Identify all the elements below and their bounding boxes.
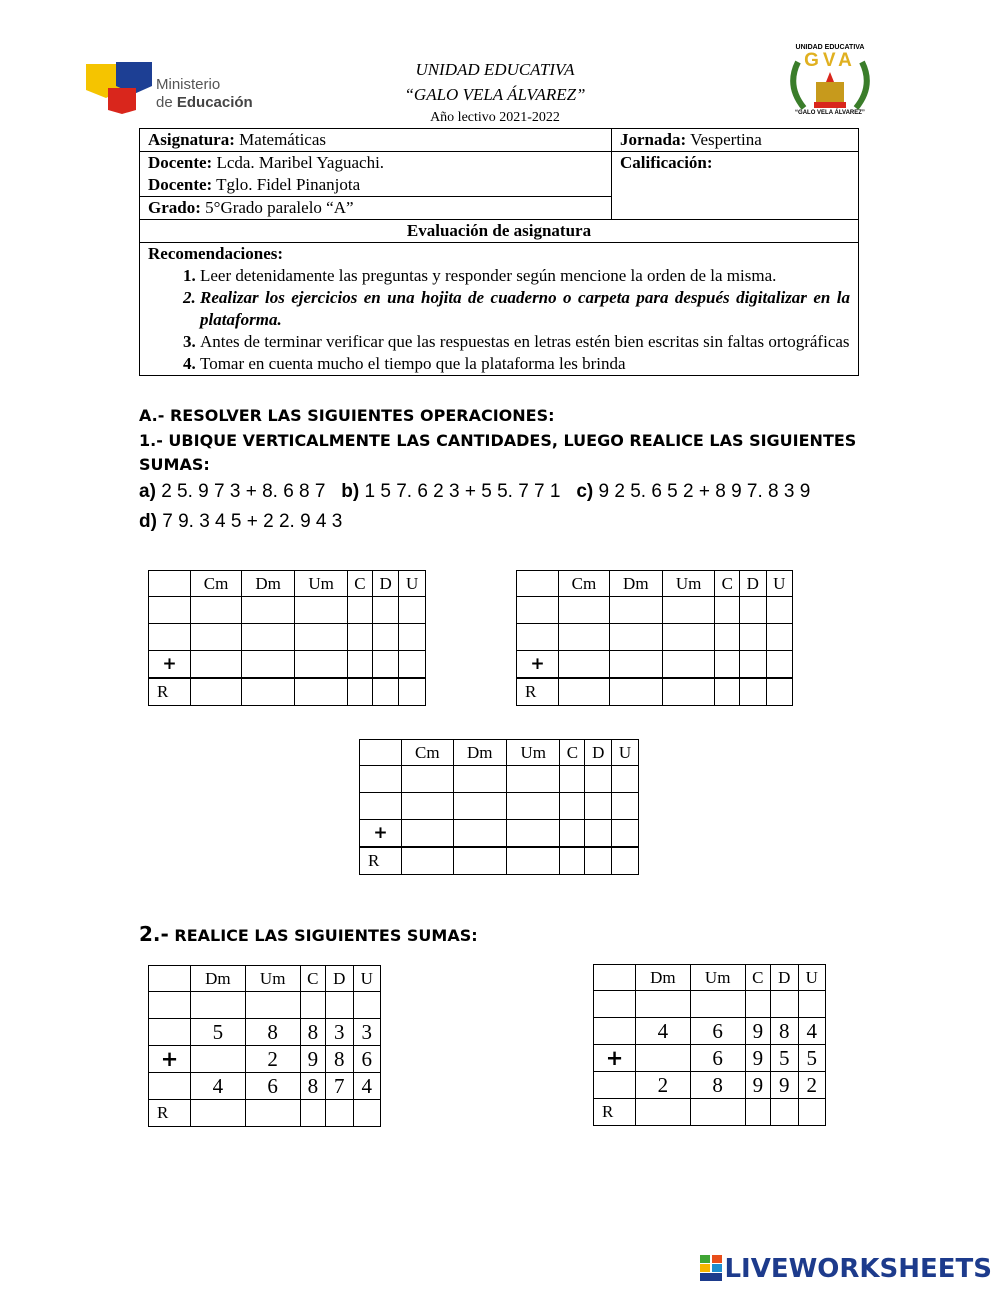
result-cell[interactable] — [636, 1099, 691, 1126]
input-cell[interactable] — [295, 651, 348, 679]
op-c-label: c) — [576, 481, 594, 502]
input-cell[interactable] — [560, 793, 585, 820]
input-cell[interactable] — [612, 766, 639, 793]
row-label — [594, 1072, 636, 1099]
digit-cell: 7 — [326, 1073, 353, 1100]
input-cell[interactable] — [612, 820, 639, 848]
input-cell[interactable] — [295, 624, 348, 651]
input-cell[interactable] — [191, 651, 242, 679]
col-header-u: U — [353, 966, 380, 992]
digit-cell: 5 — [798, 1045, 825, 1072]
subject-cell — [140, 129, 612, 152]
op-a-label: a) — [139, 481, 156, 502]
col-header-dm: Dm — [242, 571, 295, 597]
input-cell[interactable] — [402, 766, 454, 793]
digit-cell: 9 — [745, 1072, 771, 1099]
row-label — [149, 624, 191, 651]
plus-sign: + — [360, 820, 402, 848]
subject-label: Asignatura: — [148, 130, 235, 149]
col-header-um: Um — [245, 966, 300, 992]
result-cell[interactable] — [771, 1099, 798, 1126]
sum-grid-3 — [359, 739, 639, 875]
col-header-d: D — [740, 571, 766, 597]
col-header-dm: Dm — [191, 966, 246, 992]
digit-cell: 5 — [771, 1045, 798, 1072]
input-cell[interactable] — [715, 597, 740, 624]
result-cell[interactable] — [453, 847, 506, 875]
input-cell[interactable] — [766, 597, 793, 624]
grid-corner — [149, 966, 191, 992]
input-cell[interactable] — [372, 624, 399, 651]
input-cell[interactable] — [295, 597, 348, 624]
result-cell[interactable] — [560, 847, 585, 875]
input-cell[interactable] — [402, 820, 454, 848]
ministry-logo — [86, 58, 266, 118]
input-cell[interactable] — [585, 820, 612, 848]
grade-score-cell[interactable] — [612, 152, 859, 220]
input-cell[interactable] — [326, 992, 353, 1019]
input-cell[interactable] — [399, 651, 426, 679]
col-header-d: D — [372, 571, 399, 597]
result-cell[interactable] — [353, 1100, 380, 1127]
digit-cell: 6 — [690, 1045, 745, 1072]
row-label — [594, 991, 636, 1018]
plus-sign: + — [149, 651, 191, 679]
input-cell[interactable] — [353, 992, 380, 1019]
input-cell[interactable] — [560, 766, 585, 793]
row-label — [360, 766, 402, 793]
input-cell[interactable] — [559, 597, 610, 624]
digit-cell: 9 — [771, 1072, 798, 1099]
input-cell[interactable] — [399, 597, 426, 624]
subject-value: Matemáticas — [234, 130, 327, 149]
digit-cell: 9 — [300, 1046, 326, 1073]
input-cell[interactable] — [300, 992, 326, 1019]
input-cell[interactable] — [662, 597, 715, 624]
recommendation-1: 1. Leer detenidamente las preguntas y responder según mencione la orden de la misma. — [200, 265, 850, 287]
row-label — [149, 597, 191, 624]
input-cell[interactable] — [453, 793, 506, 820]
col-header-u: U — [399, 571, 426, 597]
crest-letters: GVA — [804, 50, 856, 71]
digit-cell: 9 — [745, 1045, 771, 1072]
question-2-text: REALICE LAS SIGUIENTES SUMAS: — [168, 926, 478, 945]
col-header-d: D — [771, 965, 798, 991]
result-cell[interactable] — [662, 678, 715, 706]
input-cell[interactable] — [609, 597, 662, 624]
digit-cell: 2 — [636, 1072, 691, 1099]
result-label: R — [594, 1099, 636, 1126]
ministry-name-line2 — [156, 94, 253, 111]
digit-cell: 3 — [326, 1019, 353, 1046]
digit-cell: 2 — [798, 1072, 825, 1099]
digit-cell: 5 — [191, 1019, 246, 1046]
digit-cell: 6 — [353, 1046, 380, 1073]
col-header-dm: Dm — [636, 965, 691, 991]
shift-cell — [612, 129, 859, 152]
brand-text: LIVEWORKSHEETS — [724, 1254, 992, 1284]
result-cell[interactable] — [507, 847, 560, 875]
score-label: Calificación: — [620, 153, 713, 172]
col-header-u: U — [612, 740, 639, 766]
digit-cell — [636, 1045, 691, 1072]
input-cell[interactable] — [745, 991, 771, 1018]
plus-sign: + — [594, 1045, 636, 1072]
shift-value: Vespertina — [686, 130, 762, 149]
input-cell[interactable] — [559, 651, 610, 679]
ministry-emblem-icon — [86, 60, 152, 114]
teachers-cell — [140, 152, 612, 197]
result-cell[interactable] — [690, 1099, 745, 1126]
teacher1-label: Docente: — [148, 153, 213, 172]
result-cell[interactable] — [348, 678, 373, 706]
input-cell[interactable] — [242, 624, 295, 651]
input-cell[interactable] — [766, 624, 793, 651]
col-header-cm: Cm — [191, 571, 242, 597]
result-cell[interactable] — [559, 678, 610, 706]
info-table — [139, 128, 859, 376]
recommendations-title: Recomendaciones: — [148, 244, 284, 263]
col-header-um: Um — [662, 571, 715, 597]
question-2-title — [139, 922, 478, 946]
digit-cell: 8 — [245, 1019, 300, 1046]
school-title-line2: “GALO VELA ÁLVAREZ” — [404, 85, 586, 104]
input-cell[interactable] — [348, 597, 373, 624]
col-header-c: C — [715, 571, 740, 597]
op-b-label: b) — [341, 481, 360, 502]
grade-cell — [140, 197, 612, 220]
input-cell[interactable] — [609, 624, 662, 651]
question-1-title: 1.- UBIQUE VERTICALMENTE LAS CANTIDADES, LUEGO REALICE LAS SIGUIENTES SUMAS: — [139, 431, 857, 474]
ministry-name-line1: Ministerio — [156, 76, 221, 93]
col-header-cm: Cm — [402, 740, 454, 766]
col-header-d: D — [326, 966, 353, 992]
digit-cell — [191, 1046, 246, 1073]
ministry-name-de: de — [156, 94, 177, 111]
result-label: R — [360, 847, 402, 875]
crest-bottom-text: “GALO VELA ÁLVAREZ” — [795, 110, 865, 116]
input-cell[interactable] — [609, 651, 662, 679]
row-label — [149, 992, 191, 1019]
input-cell[interactable] — [348, 651, 373, 679]
input-cell[interactable] — [453, 820, 506, 848]
teacher2-label: Docente: — [148, 175, 213, 194]
row-label — [517, 624, 559, 651]
row-label — [149, 1019, 191, 1046]
grid-corner — [594, 965, 636, 991]
op-d-label: d) — [139, 511, 157, 532]
recommendation-2: 2. Realizar los ejercicios en una hojita de cuaderno o carpeta para después digitalizar en la plataforma. — [200, 287, 850, 331]
input-cell[interactable] — [453, 766, 506, 793]
result-cell[interactable] — [242, 678, 295, 706]
result-cell[interactable] — [585, 847, 612, 875]
result-cell[interactable] — [295, 678, 348, 706]
input-cell[interactable] — [585, 793, 612, 820]
input-cell[interactable] — [372, 597, 399, 624]
input-cell[interactable] — [245, 992, 300, 1019]
op-a-expr: 2 5. 9 7 3 + 8. 6 8 7 — [161, 481, 326, 502]
operations-list — [139, 477, 879, 537]
crest-top-text: UNIDAD EDUCATIVA — [795, 44, 865, 51]
teacher2-value: Tglo. Fidel Pinanjota — [212, 175, 361, 194]
plus-sign: + — [517, 651, 559, 679]
input-cell[interactable] — [372, 651, 399, 679]
col-header-d: D — [585, 740, 612, 766]
grid-corner — [360, 740, 402, 766]
ministry-name-educacion: Educación — [176, 94, 253, 111]
sum-grid-1 — [148, 570, 426, 706]
input-cell[interactable] — [740, 624, 766, 651]
recommendation-4: 4. Tomar en cuenta mucho el tiempo que la plataforma les brinda — [200, 353, 850, 375]
col-header-u: U — [798, 965, 825, 991]
input-cell[interactable] — [662, 651, 715, 679]
col-header-u: U — [766, 571, 793, 597]
digit-cell: 8 — [690, 1072, 745, 1099]
result-cell[interactable] — [399, 678, 426, 706]
input-cell[interactable] — [662, 624, 715, 651]
digit-cell: 8 — [771, 1018, 798, 1045]
input-cell[interactable] — [690, 991, 745, 1018]
liveworksheets-brand — [700, 1254, 992, 1284]
digit-cell: 4 — [636, 1018, 691, 1045]
school-crest-logo — [784, 44, 876, 122]
teacher1-value: Lcda. Maribel Yaguachi. — [212, 153, 385, 172]
result-cell[interactable] — [372, 678, 399, 706]
input-cell[interactable] — [715, 651, 740, 679]
sum-grid-5 — [593, 964, 826, 1126]
result-cell[interactable] — [798, 1099, 825, 1126]
input-cell[interactable] — [560, 820, 585, 848]
digit-cell: 8 — [300, 1073, 326, 1100]
result-cell[interactable] — [245, 1100, 300, 1127]
section-a-title: A.- RESOLVER LAS SIGUIENTES OPERACIONES: — [139, 406, 555, 425]
result-cell[interactable] — [766, 678, 793, 706]
col-header-c: C — [300, 966, 326, 992]
col-header-um: Um — [507, 740, 560, 766]
result-cell[interactable] — [191, 678, 242, 706]
plus-sign: + — [149, 1046, 191, 1073]
result-cell[interactable] — [191, 1100, 246, 1127]
col-header-dm: Dm — [609, 571, 662, 597]
grid-corner — [517, 571, 559, 597]
digit-cell: 8 — [300, 1019, 326, 1046]
digit-cell: 6 — [245, 1073, 300, 1100]
sum-grid-4 — [148, 965, 381, 1127]
input-cell[interactable] — [191, 624, 242, 651]
op-d-expr: 7 9. 3 4 5 + 2 2. 9 4 3 — [162, 511, 343, 532]
result-cell[interactable] — [402, 847, 454, 875]
input-cell[interactable] — [559, 624, 610, 651]
input-cell[interactable] — [507, 793, 560, 820]
recommendation-3: 3. Antes de terminar verificar que las respuestas en letras estén bien escritas sin faltas ortográficas — [200, 331, 850, 353]
digit-cell: 3 — [353, 1019, 380, 1046]
digit-cell: 4 — [191, 1073, 246, 1100]
input-cell[interactable] — [715, 624, 740, 651]
input-cell[interactable] — [585, 766, 612, 793]
grid-corner — [149, 571, 191, 597]
input-cell[interactable] — [771, 991, 798, 1018]
input-cell[interactable] — [507, 820, 560, 848]
input-cell[interactable] — [399, 624, 426, 651]
result-cell[interactable] — [612, 847, 639, 875]
result-label: R — [517, 678, 559, 706]
digit-cell: 6 — [690, 1018, 745, 1045]
result-cell[interactable] — [326, 1100, 353, 1127]
input-cell[interactable] — [612, 793, 639, 820]
question-2-number: 2.- — [139, 922, 169, 946]
input-cell[interactable] — [191, 992, 246, 1019]
shift-label: Jornada: — [620, 130, 687, 149]
digit-cell: 8 — [326, 1046, 353, 1073]
result-label: R — [149, 678, 191, 706]
input-cell[interactable] — [798, 991, 825, 1018]
digit-cell: 4 — [353, 1073, 380, 1100]
op-b-expr: 1 5 7. 6 2 3 + 5 5. 7 7 1 — [364, 481, 561, 502]
input-cell[interactable] — [636, 991, 691, 1018]
grade-value: 5°Grado paralelo “A” — [200, 198, 354, 217]
result-cell[interactable] — [300, 1100, 326, 1127]
col-header-um: Um — [690, 965, 745, 991]
liveworksheets-logo-icon — [700, 1255, 722, 1281]
grade-label: Grado: — [148, 198, 201, 217]
row-label — [517, 597, 559, 624]
result-cell[interactable] — [740, 678, 766, 706]
digit-cell: 2 — [245, 1046, 300, 1073]
digit-cell: 4 — [798, 1018, 825, 1045]
input-cell[interactable] — [242, 651, 295, 679]
school-title-line1: UNIDAD EDUCATIVA — [415, 60, 575, 79]
col-header-c: C — [560, 740, 585, 766]
col-header-um: Um — [295, 571, 348, 597]
input-cell[interactable] — [402, 793, 454, 820]
input-cell[interactable] — [740, 651, 766, 679]
row-label — [360, 793, 402, 820]
result-label: R — [149, 1100, 191, 1127]
input-cell[interactable] — [348, 624, 373, 651]
school-year: Año lectivo 2021-2022 — [430, 110, 560, 125]
result-cell[interactable] — [715, 678, 740, 706]
input-cell[interactable] — [740, 597, 766, 624]
op-c-expr: 9 2 5. 6 5 2 + 8 9 7. 8 3 9 — [598, 481, 811, 502]
result-cell[interactable] — [745, 1099, 771, 1126]
input-cell[interactable] — [191, 597, 242, 624]
row-label — [594, 1018, 636, 1045]
col-header-c: C — [745, 965, 771, 991]
col-header-c: C — [348, 571, 373, 597]
result-cell[interactable] — [609, 678, 662, 706]
digit-cell: 9 — [745, 1018, 771, 1045]
col-header-dm: Dm — [453, 740, 506, 766]
input-cell[interactable] — [507, 766, 560, 793]
input-cell[interactable] — [242, 597, 295, 624]
sum-grid-2 — [516, 570, 793, 706]
input-cell[interactable] — [766, 651, 793, 679]
evaluation-title: Evaluación de asignatura — [140, 220, 859, 243]
recommendations-cell — [140, 243, 859, 376]
col-header-cm: Cm — [559, 571, 610, 597]
row-label — [149, 1073, 191, 1100]
